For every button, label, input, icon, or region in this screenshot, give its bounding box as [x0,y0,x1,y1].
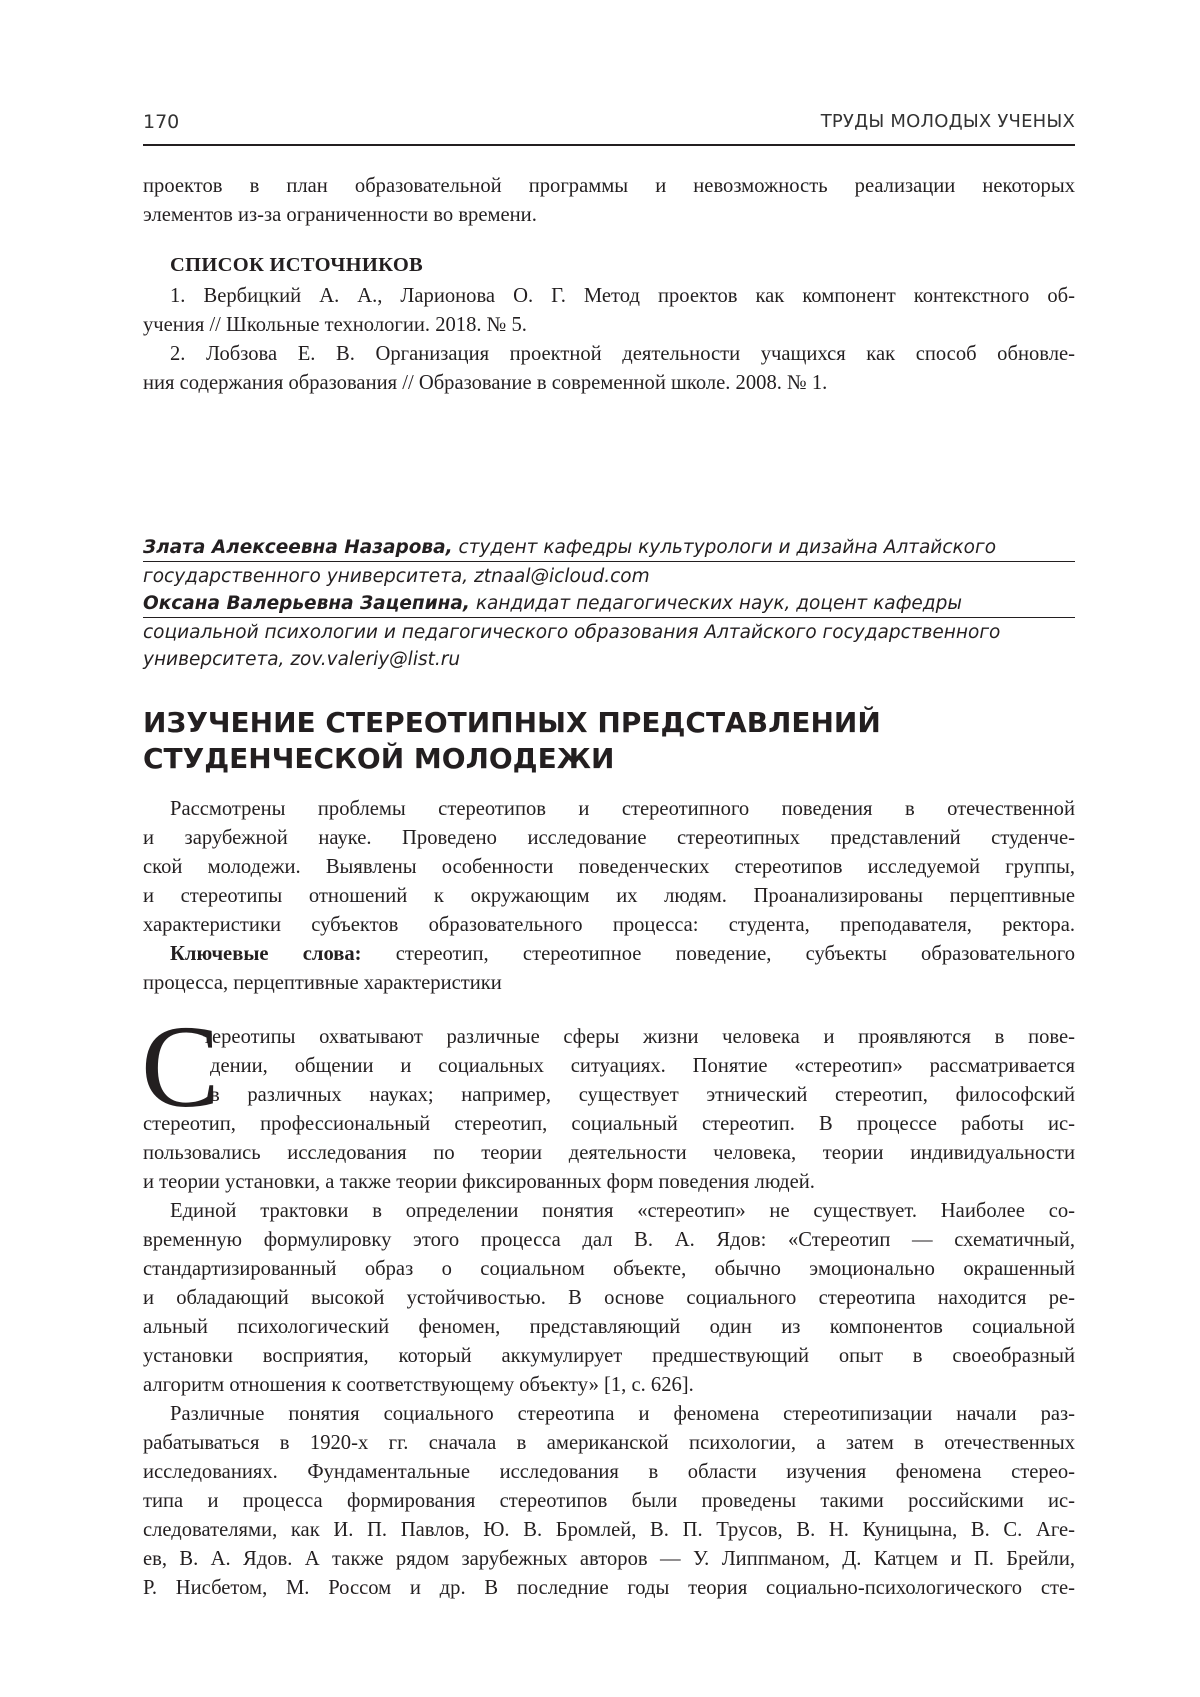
running-title: ТРУДЫ МОЛОДЫХ УЧЕНЫХ [820,111,1075,132]
body-line: дении, общении и социальных ситуациях. Понятие «стереотип» рассматривается [210,1055,1075,1077]
keywords-text: стереотип, стереотипное поведение, субъекты образовательного [361,943,1075,965]
body-line: и теории установки, а также теории фиксированных форм поведения людей. [143,1171,815,1193]
author-1-line [143,534,996,561]
keywords-label: Ключевые слова: [170,943,362,965]
body-line: ев, В. А. Ядов. А также рядом зарубежных авторов — У. Липпманом, Д. Катцем и П. Брейли, [143,1548,1075,1570]
body-line: установки восприятия, который аккумулирует предшествующий опыт в своеобразный [143,1345,1075,1367]
body-line: временную формулировку этого процесса дал В. А. Ядов: «Стереотип — схематичный, [143,1229,1075,1251]
author-2-affiliation-cont: университета, zov.valeriy@list.ru [143,649,461,670]
reference-line: учения // Школьные технологии. 2018. № 5. [143,314,527,336]
body-line: следователями, как И. П. Павлов, Ю. В. Бромлей, В. П. Трусов, В. Н. Куницына, В. С. Аге- [143,1519,1075,1541]
keywords-line [170,940,1075,969]
page-number: 170 [143,111,180,133]
author-2-line [143,590,962,617]
author-2-name: Оксана Валерьевна Зацепина, [143,593,470,614]
body-line: и обладающий высокой устойчивостью. В основе социального стереотипа находится ре- [143,1287,1075,1309]
author-1-name: Злата Алексеевна Назарова, [143,537,453,558]
abstract-line: ской молодежи. Выявлены особенности поведенческих стереотипов исследуемой группы, [143,856,1075,878]
body-line: стандартизированный образ о социальном объекте, обычно эмоционально окрашенный [143,1258,1075,1280]
body-line: алгоритм отношения к соответствующему объекту» [1, с. 626]. [143,1374,694,1396]
body-line: исследованиях. Фундаментальные исследования в области изучения феномена стерео- [143,1461,1075,1483]
author-2-affiliation-cont: социальной психологии и педагогического образования Алтайского государственного [143,622,1001,643]
abstract-line: Рассмотрены проблемы стереотипов и стереотипного поведения в отечественной [170,798,1075,820]
author-rule [143,617,1075,618]
reference-line: 1. Вербицкий А. А., Ларионова О. Г. Метод проектов как компонент контекстного об- [170,285,1075,307]
body-line: Различные понятия социального стереотипа и феномена стереотипизации начали раз- [170,1403,1075,1425]
reference-line: ния содержания образования // Образование в современной школе. 2008. № 1. [143,372,828,394]
references-heading: СПИСОК ИСТОЧНИКОВ [170,254,424,276]
author-rule [143,561,1075,562]
abstract-line: и стереотипы отношений к окружающим их людям. Проанализированы перцептивные [143,885,1075,907]
running-header [143,108,1075,146]
body-line: в различных науках; например, существует этнический стереотип, философский [210,1084,1075,1106]
author-1-affiliation: студент кафедры культурологи и дизайна Алтайского [452,537,997,558]
body-line: типа и процесса формирования стереотипов были проведены такими российскими ис- [143,1490,1075,1512]
article-title-line: ИЗУЧЕНИЕ СТЕРЕОТИПНЫХ ПРЕДСТАВЛЕНИЙ [143,706,881,739]
author-1-affiliation-cont: государственного университета, ztnaal@icloud.com [143,566,650,587]
body-line: Р. Нисбетом, М. Россом и др. В последние годы теория социально-психологического сте- [143,1577,1075,1599]
body-line: альный психологический феномен, представляющий один из компонентов социальной [143,1316,1075,1338]
abstract-line: характеристики субъектов образовательного процесса: студента, преподавателя, ректора. [143,914,1075,936]
intro-line: элементов из-за ограниченности во времени. [143,204,537,226]
keywords-text-cont: процесса, перцептивные характеристики [143,972,502,994]
body-line: Единой трактовки в определении понятия «стереотип» не существует. Наиболее со- [170,1200,1075,1222]
abstract-line: и зарубежной науке. Проведено исследование стереотипных представлений студенче- [143,827,1075,849]
article-title-line: СТУДЕНЧЕСКОЙ МОЛОДЕЖИ [143,742,615,775]
reference-line: 2. Лобзова Е. В. Организация проектной деятельности учащихся как способ обновле- [170,343,1075,365]
body-line: рабатываться в 1920-х гг. сначала в американской психологии, а затем в отечественных [143,1432,1075,1454]
body-line: пользовались исследования по теории деятельности человека, теории индивидуальности [143,1142,1075,1164]
body-line: тереотипы охватывают различные сферы жизни человека и проявляются в пове- [203,1026,1075,1048]
body-line: стереотип, профессиональный стереотип, социальный стереотип. В процессе работы ис- [143,1113,1075,1135]
intro-line: проектов в план образовательной программы и невозможность реализации некоторых [143,175,1075,197]
drop-cap: С [141,1001,220,1132]
author-2-affiliation: кандидат педагогических наук, доцент кафедры [469,593,962,614]
